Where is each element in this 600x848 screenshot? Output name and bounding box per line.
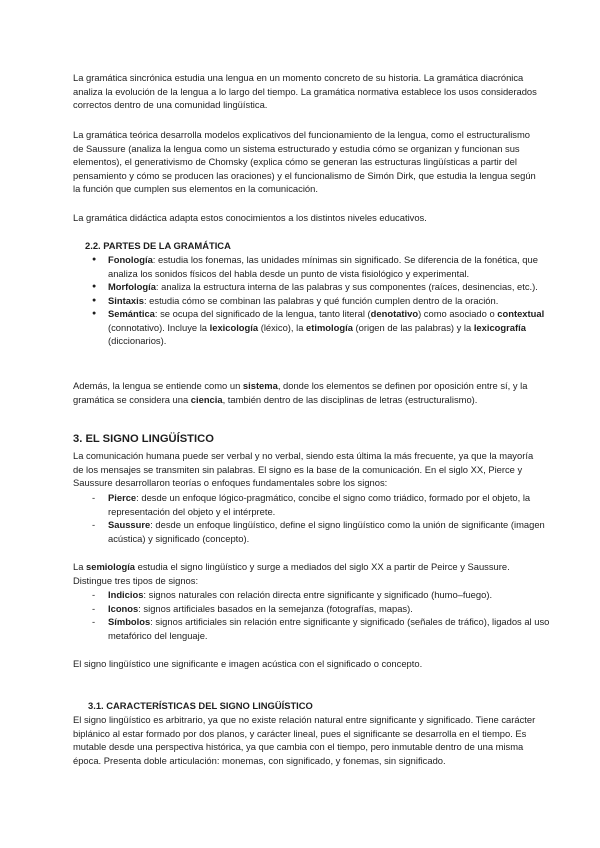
term-iconos: Iconos xyxy=(108,602,139,614)
term-saussure: Saussure xyxy=(108,519,151,530)
paragraph-signo-une: El signo lingüístico une significante e imagen acústica con el significado o concepto. xyxy=(73,658,423,669)
text-ademas-2: , donde los elementos se definen por oposición entre sí, y la gramática se considera una xyxy=(73,380,528,405)
term-lexicografia: lexicografía xyxy=(473,321,526,333)
text-indicios: : signos naturales con relación directa entre significante y significado (humo–fuego). xyxy=(143,589,493,600)
text-fonologia: : estudia los fonemas, las unidades mínimas sin significado. Se diferencia de la fonética, que analiza los sonidos físicos del habla desde un punto de vista fisiológico y experimental. xyxy=(108,254,538,279)
paragraph-ademas-sistema xyxy=(73,379,543,406)
term-lexicologia: lexicología xyxy=(209,321,259,333)
text-ademas-3: , también dentro de las disciplinas de letras (estructuralismo). xyxy=(222,393,478,405)
term-morfologia: Morfología xyxy=(108,281,156,292)
list-item-indicios xyxy=(92,588,552,602)
text-semiologia-0: La xyxy=(73,561,87,572)
paragraph-caracteristicas: El signo lingüístico es arbitrario, ya que no existe relación natural entre significante y significado. Tiene carácter biplánico al estar formado por dos planos, y carácter lineal, pues el significante se desarrolla en el tiempo. Es mutable desde una perspectiva histórica, ya que cambia con el tiempo, pero inmutable dentro de una misma época. Presenta doble articulación: monemas, con significado, y fonemas, sin significado. xyxy=(73,714,536,766)
text-pierce: : desde un enfoque lógico-pragmático, concibe el signo como triádico, formado por el objeto, la representación del objeto y el intérprete. xyxy=(108,492,531,517)
term-ciencia: ciencia xyxy=(190,393,223,405)
term-pierce: Pierce xyxy=(108,492,137,503)
list-partes-gramatica xyxy=(92,253,552,348)
list-enfoques-signo xyxy=(92,491,552,545)
term-simbolos: Símbolos xyxy=(108,616,151,627)
list-item-sintaxis xyxy=(92,294,552,308)
list-item-iconos xyxy=(92,602,552,616)
heading-signo-linguistico: 3. EL SIGNO LINGÜÍSTICO xyxy=(73,433,214,445)
text-simbolos: : signos artificiales sin relación entre significante y significado (señales de tráfico), ligados al uso metafórico del lenguaje. xyxy=(108,616,550,641)
text-semiologia-1: estudia el signo lingüístico y surge a mediados del siglo XX a partir de Peirce y Saussure. Distingue tres tipos de signos: xyxy=(73,561,510,586)
list-item-simbolos xyxy=(92,615,552,642)
term-indicios: Indicios xyxy=(108,589,144,600)
heading-caracteristicas-signo: 3.1. CARACTERÍSTICAS DEL SIGNO LINGÜÍSTICO xyxy=(88,700,313,711)
term-semiologia: semiología xyxy=(86,561,136,572)
paragraph-gramatica-teorica: La gramática teórica desarrolla modelos explicativos del funcionamiento de la lengua, como el estructuralismo de Saussure (analiza la lengua como un sistema estructurado y estudia cómo se organizan y funcionan sus elementos), el generativismo de Chomsky (explica cómo se generan las estructuras lingüísticas a partir del pensamiento y cómo se producen las oraciones) y el funcionalismo de Simón Dirk, que estudia la lengua según la función que cumplen sus elementos en la comunicación. xyxy=(73,129,536,194)
text-semantica-4: (léxico), la xyxy=(258,321,307,333)
term-fonologia: Fonología xyxy=(108,254,153,265)
text-morfologia: : analiza la estructura interna de las palabras y sus componentes (raíces, desinencias, etc.). xyxy=(155,281,538,292)
term-denotativo: denotativo xyxy=(370,308,419,319)
text-semantica-6: (diccionarios). xyxy=(108,335,167,346)
term-etimologia: etimología xyxy=(306,321,353,333)
term-semantica: Semántica xyxy=(108,308,155,319)
text-semantica-1: : se ocupa del significado de la lengua, tanto literal ( xyxy=(154,308,371,319)
list-item-pierce xyxy=(92,491,552,518)
term-sistema: sistema xyxy=(242,380,278,391)
text-sintaxis: : estudia cómo se combinan las palabras y qué función cumplen dentro de la oración. xyxy=(143,294,499,306)
text-semantica-2: ) como asociado o xyxy=(418,308,498,319)
list-tipos-signos xyxy=(92,588,552,642)
paragraph-gramatica-didactica: La gramática didáctica adapta estos conocimientos a los distintos niveles educativos. xyxy=(73,212,427,223)
text-saussure: : desde un enfoque lingüístico, define el signo lingüístico como la unión de significante (imagen acústica) y significado (concepto). xyxy=(108,519,545,544)
list-item-semantica xyxy=(92,307,552,348)
list-item-morfologia xyxy=(92,280,552,294)
text-semantica-3: (connotativo). Incluye la xyxy=(108,321,210,333)
term-sintaxis: Sintaxis xyxy=(108,294,144,306)
list-item-saussure xyxy=(92,518,552,545)
text-semantica-5: (origen de las palabras) y la xyxy=(352,321,474,333)
text-iconos: : signos artificiales basados en la semejanza (fotografías, mapas). xyxy=(138,602,413,614)
text-ademas-1: Además, la lengua se entiende como un xyxy=(73,380,243,391)
paragraph-gramatica-sincronica: La gramática sincrónica estudia una lengua en un momento concreto de su historia. La gramática diacrónica analiza la evolución de la lengua a lo largo del tiempo. La gramática normativa establece los usos considerados correctos dentro de una comunidad lingüística. xyxy=(73,72,537,110)
paragraph-semiologia xyxy=(73,560,543,587)
term-contextual: contextual xyxy=(497,308,545,319)
paragraph-comunicacion-humana: La comunicación humana puede ser verbal y no verbal, siendo esta última la más frecuente, ya que la mayoría de los mensajes se transmiten sin palabras. El signo es la base de la comunicación. En el siglo XX, Pierce y Saussure desarrollaron teorías o enfoques fundamentales sobre los signos: xyxy=(73,450,534,488)
heading-partes-gramatica: 2.2. PARTES DE LA GRAMÁTICA xyxy=(85,240,231,251)
list-item-fonologia xyxy=(92,253,552,280)
